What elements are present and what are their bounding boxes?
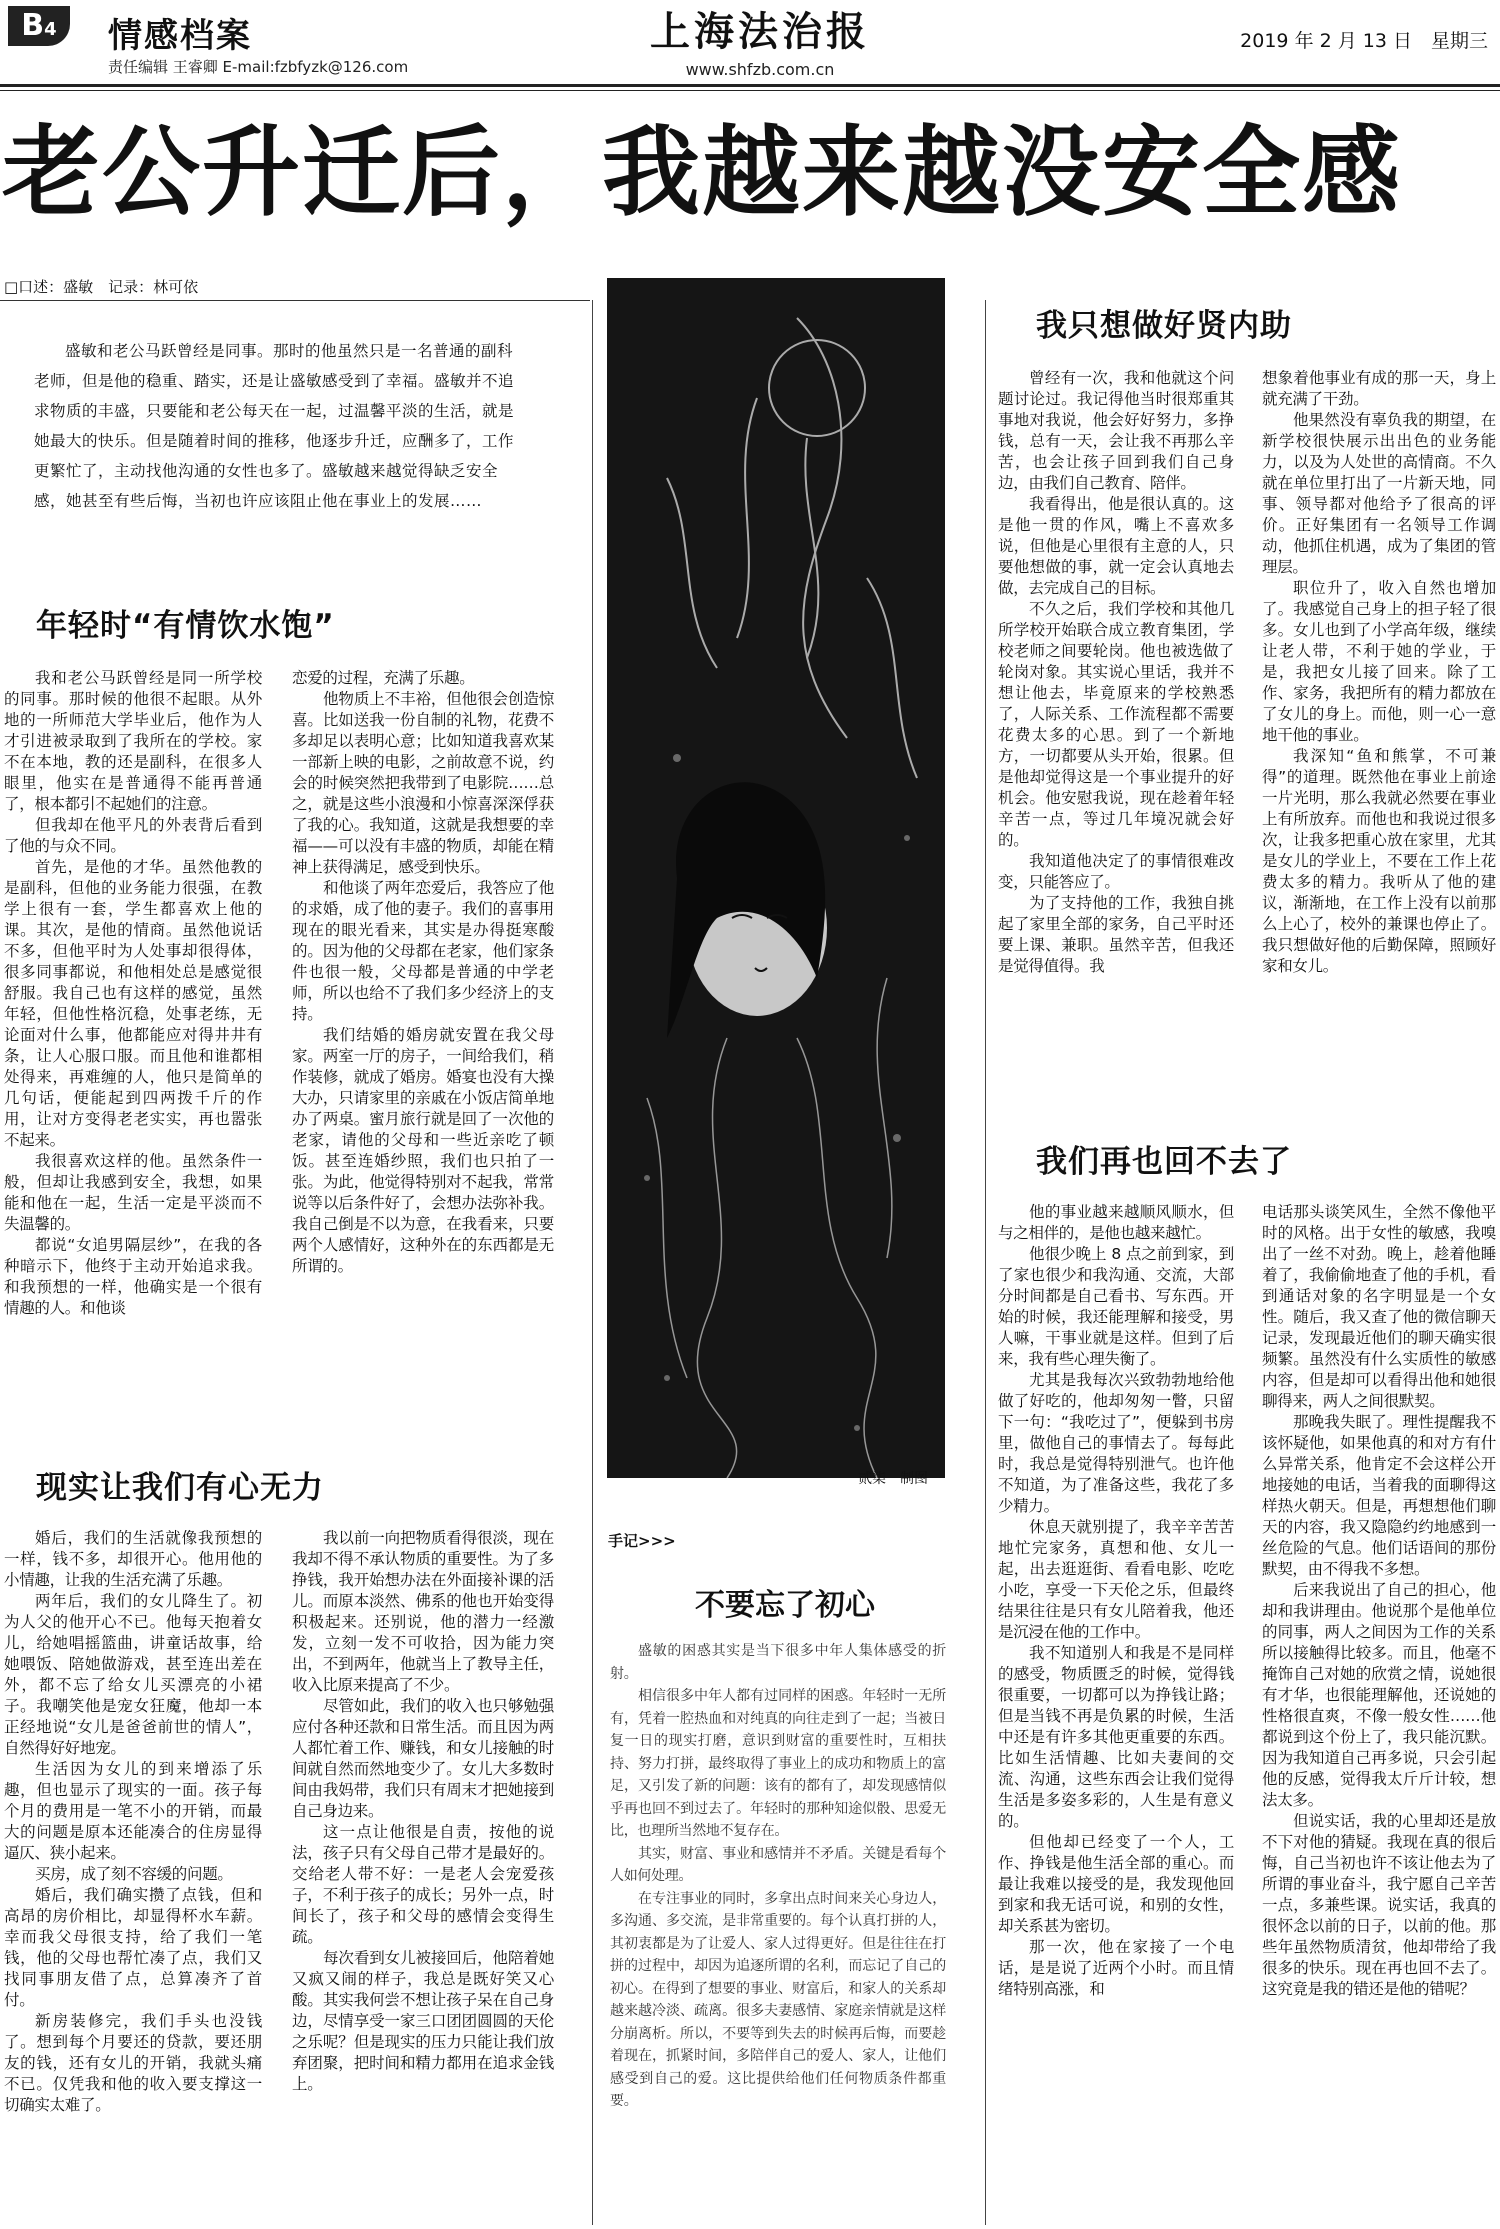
- paragraph: 我知道他决定了的事情很难改变，只能答应了。: [998, 852, 1234, 891]
- headline: 老公升迁后，我越来越没安全感: [2, 116, 1403, 230]
- paragraph: 他的事业越来越顺风顺水，但与之相伴的，是他也越来越忙。: [998, 1203, 1234, 1242]
- section-heading: 我们再也回不去了: [1036, 1144, 1292, 1180]
- illustration: [607, 278, 945, 1478]
- paragraph: 恋爱的过程，充满了乐趣。: [292, 669, 475, 687]
- paragraph: 我不知道别人和我是不是同样的感受，物质匮乏的时候，觉得钱很重要，一切都可以为挣钱让路；但是当钱不再是负累的时候，生活中还是有许多其他更重要的东西。比如生活情趣、比如夫妻间的交流、沟通，这些东西会让我们觉得生活是多姿多彩的，人生是有意义的。: [998, 1644, 1234, 1830]
- paragraph: 休息天就别提了，我辛辛苦苦地忙完家务，真想和他、女儿一起，出去逛逛街、看看电影、吃吃小吃，享受一下天伦之乐，但最终结果往往是只有女儿陪着我，他还是沉浸在他的工作中。: [998, 1518, 1234, 1641]
- paragraph: 新房装修完，我们手头也没钱了。想到每个月要还的贷款，要还朋友的钱，还有女儿的开销，我就头痛不已。仅凭我和他的收入要支撑这一切确实太难了。: [4, 2012, 262, 2114]
- paragraph: 这一点让他很是自责，按他的说法，孩子只有父母自己带才是最好的。交给老人带不好：一是老人会宠爱孩子，不利于孩子的成长；另外一点，时间长了，孩子和父母的感情会变得生疏。: [292, 1823, 554, 1946]
- paragraph: 相信很多中年人都有过同样的困惑。年轻时一无所有，凭着一腔热血和对纯真的向往走到了一起；当被日复一日的现实打磨，意识到财富的重要性时，互相扶持、努力打拼，最终取得了事业上的成功和物质上的富足，又引发了新的问题：该有的都有了，却发现感情似乎再也回不到过去了。年轻时的那种知途似骰、思爱无比，也理所当然地不复存在。: [610, 1688, 946, 1839]
- paragraph: 他很少晚上 8 点之前到家，到了家也很少和我沟通、交流，大部分时间都是自己看书、写东西。开始的时候，我还能理解和接受，男人嘛，干事业就是这样。但到了后来，我有些心理失衡了。: [998, 1245, 1234, 1368]
- paragraph: 曾经有一次，我和他就这个问题讨论过。我记得他当时很郑重其事地对我说，他会好好努力，多挣钱，总有一天，会让我不再那么辛苦，也会让孩子回到我们自己身边，由我们自己教育、陪伴。: [998, 369, 1234, 492]
- illustration-credit: 贰柒 制图: [858, 1471, 928, 1487]
- paragraph: 那晚我失眠了。理性提醒我不该怀疑他，如果他真的和对方有什么异常关系，他肯定不会这样公开地接她的电话，当着我的面聊得这样热火朝天。但是，再想想他们聊天的内容，我又隐隐约约地感到一丝危险的气息。他们话语间的那份默契，由不得我不多想。: [1262, 1413, 1496, 1578]
- paragraph: 其实，财富、事业和感情并不矛盾。关键是看每个人如何处理。: [610, 1845, 946, 1884]
- paragraph: 职位升了，收入自然也增加了。我感觉自己身上的担子轻了很多。女儿也到了小学高年级，继续让老人带，不利于她的学业，于是，我把女儿接了回来。除了工作、家务，我把所有的精力都放在了女儿的身上。而他，则一心一意地干他的事业。: [1262, 579, 1496, 744]
- paragraph: 尤其是我每次兴致勃勃地给他做了好吃的，他却匆匆一瞥，只留下一句：“我吃过了”，便躲到书房里，做他自己的事情去了。每每此时，我总是觉得特别泄气。也许他不知道，为了准备这些，我花了多少精力。: [998, 1371, 1234, 1515]
- paragraph: 我和老公马跃曾经是同一所学校的同事。那时候的他很不起眼。从外地的一所师范大学毕业后，他作为人才引进被录取到了我所在的学校。家不在本地，教的还是副科，在很多人眼里，他实在是普通得不能再普通了，根本都引不起她们的注意。: [4, 669, 262, 813]
- byline: □口述：盛敏 记录：林可依: [4, 278, 199, 296]
- editor-info: 责任编辑 王睿卿 E-mail:fzbfyzk@126.com: [108, 58, 409, 76]
- page-letter: B: [21, 8, 45, 43]
- text-column: [1262, 368, 1496, 977]
- paragraph: 我深知“鱼和熊掌，不可兼得”的道理。既然他在事业上前途一片光明，那么我就必然要在事业上有所放弃。而他也和我说过很多次，让我多把重心放在家里，尤其是女儿的学业上，不要在工作上花费太多的精力。我听从了他的建议，渐渐地，在工作上没有以前那么上心了，校外的兼课也停止了。我只想做好他的后勤保障，照顾好家和女儿。: [1262, 747, 1496, 975]
- section-heading: 年轻时“有情饮水饱”: [36, 608, 335, 644]
- paragraph: 买房，成了刻不容缓的问题。: [35, 1865, 233, 1883]
- paragraph: 两年后，我们的女儿降生了。初为人父的他开心不已。他每天抱着女儿，给她唱摇篮曲，讲童话故事，给她喂饭、陪她做游戏，甚至连出差在外，都不忘了给女儿买漂亮的小裙子。我嘲笑他是宠女狂魔，他却一本正经地说“女儿是爸爸前世的情人”，自然得好好地宠。: [4, 1592, 262, 1757]
- page-number-badge: [8, 6, 70, 46]
- paragraph: 婚后，我们的生活就像我预想的一样，钱不多，却很开心。他用他的小情趣，让我的生活充满了乐趣。: [4, 1529, 262, 1589]
- text-column: [1262, 1202, 1496, 2000]
- text-column: [998, 1202, 1234, 2000]
- paragraph: 那一次，他在家接了一个电话，是是说了近两个小时。而且情绪特别高涨，和: [998, 1938, 1234, 1998]
- paragraph: 我以前一向把物质看得很淡，现在我却不得不承认物质的重要性。为了多挣钱，我开始想办法在外面接补课的活儿。而原本淡然、佛系的他也开始变得积极起来。还别说，他的潜力一经激发，立刻一发不可收拾，因为能力突出，不到两年，他就当上了教导主任，收入比原来提高了不少。: [292, 1529, 554, 1694]
- text-column: [4, 1528, 262, 2116]
- woman-portrait-illustration: [607, 278, 945, 1478]
- paragraph: 但他却已经变了一个人，工作、挣钱是他生活全部的重心。而最让我难以接受的是，我发现他回到家和我无话可说，和别的女性，却关系甚为密切。: [998, 1833, 1234, 1935]
- paragraph: 我们结婚的婚房就安置在我父母家。两室一厅的房子，一间给我们，稍作装修，就成了婚房。婚宴也没有大操大办，只请家里的亲戚在小饭店简单地办了两桌。蜜月旅行就是回了一次他的老家，请他的父母和一些近亲吃了顿饭。甚至连婚纱照，我们也只拍了一张。为此，他觉得特别对不起我，常常说等以后条件好了，会想办法弥补我。我自己倒是不以为意，在我看来，只要两个人感情好，这种外在的东西都是无所谓的。: [292, 1026, 554, 1275]
- section-heading: 我只想做好贤内助: [1036, 308, 1292, 344]
- page-num: 4: [44, 19, 57, 40]
- paragraph: 我看得出，他是很认真的。这是他一贯的作风，嘴上不喜欢多说，但他是心里很有主意的人，只要他想做的事，就一定会认真地去做，去完成自己的目标。: [998, 495, 1234, 597]
- paragraph: 为了支持他的工作，我独自挑起了家里全部的家务，自己平时还要上课、兼职。虽然辛苦，但我还是觉得值得。我: [998, 894, 1234, 975]
- paragraph: 每次看到女儿被接回后，他陪着她又疯又闹的样子，我总是既好笑又心酸。其实我何尝不想让孩子呆在自己身边，尽情享受一家三口团团圆圆的天伦之乐呢？但是现实的压力只能让我们放弃团聚，把时间和精力都用在追求金钱上。: [292, 1949, 554, 2093]
- paragraph: 首先，是他的才华。虽然他教的是副科，但他的业务能力很强，在教学上很有一套，学生都喜欢上他的课。其次，是他的情商。虽然他说话不多，但他平时为人处事却很得体，很多同事都说，和他相处总是感觉很舒服。我自己也有这样的感觉，虽然年轻，但他性格沉稳，处事老练，无论面对什么事，他都能应对得井井有条，让人心服口服。而且他和谁都相处得来，再难缠的人，他只是简单的几句话，便能起到四两拨千斤的作用，让对方变得老老实实，再也嚣张不起来。: [4, 858, 262, 1149]
- section-title: 情感档案: [108, 16, 252, 56]
- issue-date: 2019 年 2 月 13 日 星期三: [1240, 30, 1488, 52]
- paragraph: 和他谈了两年恋爱后，我答应了他的求婚，成了他的妻子。我们的喜事用现在的眼光看来，其实是办得挺寒酸的。因为他的父母都在老家，他们家条件也很一般，父母都是普通的中学老师，所以也给不了我们多少经济上的支持。: [292, 879, 554, 1023]
- section-heading: 现实让我们有心无力: [36, 1470, 324, 1506]
- website-url: www.shfzb.com.cn: [685, 60, 835, 79]
- paragraph: 他果然没有辜负我的期望，在新学校很快展示出出色的业务能力，以及为人处世的高情商。不久就在单位里打出了一片新天地，同事、领导都对他给予了很高的评价。正好集团有一名领导工作调动，他抓住机遇，成为了集团的管理层。: [1262, 411, 1496, 576]
- paragraph: 但我却在他平凡的外表背后看到了他的与众不同。: [4, 816, 262, 855]
- paragraph: 生活因为女儿的到来增添了乐趣，但也显示了现实的一面。孩子每个月的费用是一笔不小的开销，而最大的问题是原本还能凑合的住房显得逼仄、狭小起来。: [4, 1760, 262, 1862]
- column-divider: [592, 300, 593, 2225]
- paragraph: 后来我说出了自己的担心，他却和我讲理由。他说那个是他单位的同事，两人之间因为工作的关系所以接触得比较多。而且，他毫不掩饰自己对她的欣赏之情，说她很有才华，也很能理解他，还说她的性格很直爽，不像一般女性……他都说到这个份上了，我只能沉默。因为我知道自己再多说，只会引起他的反感，觉得我太斤斤计较，想法太多。: [1262, 1581, 1496, 1809]
- header-rule: [0, 84, 1500, 87]
- paragraph: 他物质上不丰裕，但他很会创造惊喜。比如送我一份自制的礼物，花费不多却足以表明心意；比如知道我喜欢某一部新上映的电影，之前故意不说，约会的时候突然把我带到了电影院……总之，就是这些小浪漫和小惊喜深深俘获了我的心。我知道，这就是我想要的幸福——可以没有丰盛的物质，却能在精神上获得满足，感受到快乐。: [292, 690, 554, 876]
- newspaper-masthead: 上海法治报: [650, 8, 870, 55]
- lead-paragraph: 盛敏和老公马跃曾经是同事。那时的他虽然只是一名普通的副科老师，但是他的稳重、踏实，还是让盛敏感受到了幸福。盛敏并不追求物质的丰盛，只要能和老公每天在一起，过温馨平淡的生活，就是她最大的快乐。但是随着时间的推移，他逐步升迁，应酬多了，工作更繁忙了，主动找他沟通的女性也多了。盛敏越来越觉得缺乏安全感，她甚至有些后悔，当初也许应该阻止他在事业上的发展……: [34, 342, 515, 510]
- text-column: [4, 668, 262, 1319]
- paragraph: 但说实话，我的心里却还是放不下对他的猜疑。我现在真的很后悔，自己当初也许不该让他去为了所谓的事业奋斗，我宁愿自己辛苦一点，多兼些课。说实话，我真的很怀念以前的日子，以前的他。那些年虽然物质清贫，他却带给了我很多的快乐。现在再也回不去了。这究竟是我的错还是他的错呢？: [1262, 1812, 1496, 1998]
- text-column: [292, 1528, 554, 2095]
- column-divider: [985, 300, 986, 2225]
- notes-title: 不要忘了初心: [695, 1588, 875, 1623]
- paragraph: 我很喜欢这样的他。虽然条件一般，但却让我感到安全，我想，如果能和他在一起，生活一定是平淡而不失温馨的。: [4, 1152, 262, 1233]
- paragraph: 想象着他事业有成的那一天，身上就充满了干劲。: [1262, 369, 1496, 408]
- paragraph: 盛敏的困惑其实是当下很多中年人集体感受的折射。: [610, 1643, 946, 1682]
- text-column: [292, 668, 554, 1277]
- paragraph: 在专注事业的同时，多拿出点时间来关心身边人，多沟通、多交流，是非常重要的。每个认真打拼的人，其初衷都是为了让爱人、家人过得更好。但是往往在打拼的过程中，却因为追逐所谓的名利，而忘记了自己的初心。在得到了想要的事业、财富后，和家人的关系却越来越冷淡、疏离。很多夫妻感情、家庭亲情就是这样分崩离析。所以，不要等到失去的时候再后悔，而要趁着现在，抓紧时间，多陪伴自己的爱人、家人，让他们感受到自己的爱。这比提供给他们任何物质条件都重要。: [610, 1890, 946, 2109]
- notes-body: [610, 1640, 946, 2113]
- paragraph: 尽管如此，我们的收入也只够勉强应付各种还款和日常生活。而且因为两人都忙着工作、赚钱，和女儿接触的时间就自然而然地变少了。女儿大多数时间由我妈带，我们只有周末才把她接到自己身边来。: [292, 1697, 554, 1820]
- header-rule-thin: [0, 90, 1500, 91]
- paragraph: 婚后，我们确实攒了点钱，但和高昂的房价相比，却显得杯水车薪。幸而我父母很支持，给了我们一笔钱，他的父母也帮忙凑了点，我们又找同事朋友借了点，总算凑齐了首付。: [4, 1886, 262, 2009]
- notes-label: 手记>>>: [608, 1532, 676, 1550]
- byline-rule: [0, 300, 590, 301]
- paragraph: 都说“女追男隔层纱”，在我的各种暗示下，他终于主动开始追求我。和我预想的一样，他确实是一个很有情趣的人。和他谈: [4, 1236, 262, 1317]
- text-column: [998, 368, 1234, 977]
- paragraph: 不久之后，我们学校和其他几所学校开始联合成立教育集团，学校老师之间要轮岗。他也被选做了轮岗对象。其实说心里话，我并不想让他去，毕竟原来的学校熟悉了，人际关系、工作流程都不需要花费太多的心思。到了一个新地方，一切都要从头开始，很累。但是他却觉得这是一个事业提升的好机会。他安慰我说，现在趁着年轻辛苦一点，等过几年境况就会好的。: [998, 600, 1234, 849]
- paragraph: 电话那头谈笑风生，全然不像他平时的风格。出于女性的敏感，我嗅出了一丝不对劲。晚上，趁着他睡着了，我偷偷地查了他的手机，看到通话对象的名字明显是一个女性。随后，我又查了他的微信聊天记录，发现最近他们的聊天确实很频繁。虽然没有什么实质性的敏感内容，但是却可以看得出他和她很聊得来，两人之间很默契。: [1262, 1203, 1496, 1410]
